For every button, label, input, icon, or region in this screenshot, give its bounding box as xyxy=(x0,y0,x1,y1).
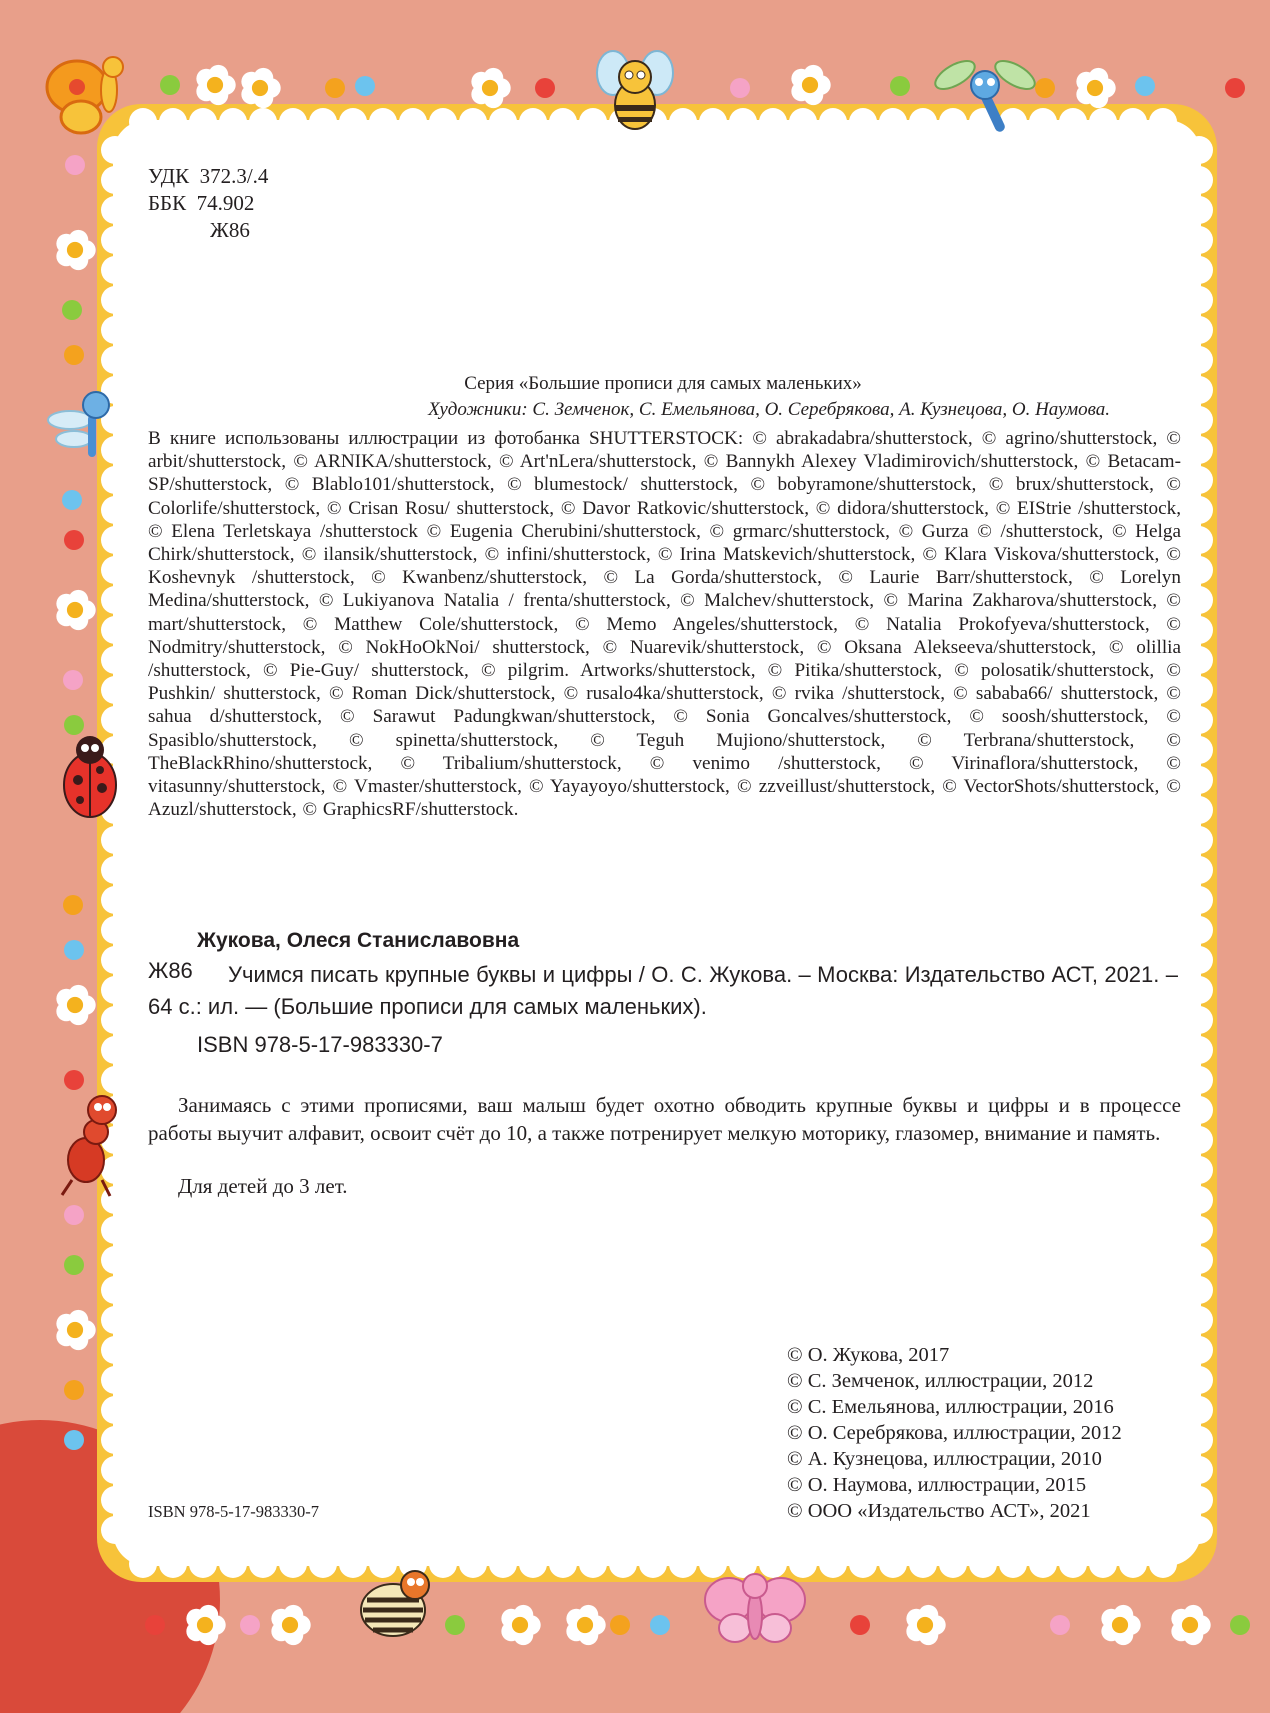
dot-icon xyxy=(890,76,910,96)
dot-icon xyxy=(63,670,83,690)
flower-icon xyxy=(1101,1605,1140,1645)
flower-icon xyxy=(1076,68,1115,108)
dot-icon xyxy=(64,1430,84,1450)
artists-line: Художники: С. Земченок, С. Емельянова, О. Серебрякова, А. Кузнецова, О. Наумова. xyxy=(428,399,1110,420)
flower-icon xyxy=(56,230,95,270)
ladybug-icon xyxy=(64,736,116,817)
flower-icon xyxy=(906,1605,945,1645)
dot-icon xyxy=(65,155,85,175)
dot-icon xyxy=(145,1615,165,1635)
dot-icon xyxy=(1230,1615,1250,1635)
book-annotation: Занимаясь с этими прописями, ваш малыш будет охотно обводить крупные буквы и цифры и в процессе работы выучит алфавит, освоит счёт до 10, а также потренирует мелкую моторику, глазомер, внимание и память. xyxy=(148,1093,1181,1145)
dot-icon xyxy=(62,490,82,510)
dot-icon xyxy=(64,715,84,735)
dot-icon xyxy=(64,1380,84,1400)
bibliography-description: Учимся писать крупные буквы и цифры / О. С. Жукова. – Москва: Издательство АСТ, 2021. – 64 с.: ил. — (Большие прописи для самых маленьких). xyxy=(148,962,1178,1019)
flower-icon xyxy=(186,1605,225,1645)
dot-icon xyxy=(1225,78,1245,98)
image-credits: В книге использованы иллюстрации из фотобанка SHUTTERSTOCK: © abrakadabra/shutterstock, © agrino/shutterstock, © arbit/shutterstock, © ARNIKA/shutterstock, © Art'nLera/shutterstock, © Bannykh Alexey Vladimirovich/shutterstock, © Betacam-SP/shutterstock, © Blablo101/shutterstock, © blumestock/ shutterstock, © bobyramone/shutterstock, © brux/shutterstock, © Colorlife/shutterstock, © Crisan Rosu/ shutterstock, © Davor Ratkovic/shutterstock, © didora/shutterstock, © EIStrie /shutterstock, © Elena Terletskaya /shutterstock © Eugenia Cherubini/shutterstock, © grmarc/shutterstock, © Gurza © /shutterstock, © Helga Chirk/shutterstock, © ilansik/shutterstock, © infini/shutterstock, © Irina Matskevich/shutterstock, © Klara Viskova/shutterstock, © Koshevnyk /shutterstock, © Kwanbenz/shutterstock, © La Gorda/shutterstock, © Laurie Barr/shutterstock, © Lorelyn Medina/shutterstock, © Lukiyanova Natalia / frenta/shutterstock, © Malchev/shutterstock, © Marina Zakharova/shutterstock, © mart/shutterstock, © Matthew Cole/shutterstock, © Memo Angeles/shutterstock, © Natalia Prokofyeva/shutterstock, © Nodmitry/shutterstock, © NokHoOkNoi/ shutterstock, © Nuarevik/shutterstock, © Oksana Alekseeva/shutterstock, © olillia /shutterstock, © Pie-Guy/ shutterstock, © pilgrim. Artworks/shutterstock, © Pitika/shutterstock, © polosatik/shutterstock, © Pushkin/ shutterstock, © Roman Dick/shutterstock, © rusalo4ka/shutterstock, © rvika /shutterstock, © sababa66/ shutterstock, © sahua d/shutterstock, © Sarawut Padungkwan/shutterstock, © Sonia Goncalves/shutterstock, © soosh/shutterstock, © Spasiblo/shutterstock, © spinetta/shutterstock, © Teguh Mujiono/shutterstock, © Terbrana/shutterstock, © TheBlackRhino/shutterstock, © Tribalium/shutterstock, © venimo /shutterstock, © Virinaflora/shutterstock, © vitasunny/shutterstock, © Vmaster/shutterstock, © Yayayoyo/shutterstock, © zzveillust/shutterstock, © VectorShots/shutterstock, © Azuzl/shutterstock, © GraphicsRF/shutterstock. xyxy=(148,428,1181,821)
beetle-icon xyxy=(361,1571,429,1636)
dot-icon xyxy=(240,1615,260,1635)
dot-icon xyxy=(355,76,375,96)
flower-icon xyxy=(501,1605,540,1645)
dot-icon xyxy=(730,78,750,98)
dot-icon xyxy=(1135,76,1155,96)
author-mark: Ж86 xyxy=(210,218,250,242)
dot-icon xyxy=(535,78,555,98)
copyright-line: © ООО «Издательство АСТ», 2021 xyxy=(787,1500,1091,1522)
dot-icon xyxy=(1050,1615,1070,1635)
flower-icon xyxy=(196,65,235,105)
bibliography-code: Ж86 xyxy=(148,958,193,983)
copyright-line: © А. Кузнецова, иллюстрации, 2010 xyxy=(787,1448,1102,1470)
dragonfly-icon xyxy=(931,55,1039,133)
copyright-line: © О. Наумова, иллюстрации, 2015 xyxy=(787,1474,1087,1496)
dot-icon xyxy=(610,1615,630,1635)
flower-icon xyxy=(566,1605,605,1645)
dot-icon xyxy=(64,1205,84,1225)
bbk-code: ББК 74.902 xyxy=(148,191,255,215)
dot-icon xyxy=(445,1615,465,1635)
butterfly-icon xyxy=(47,57,123,133)
bibliography-isbn: ISBN 978-5-17-983330-7 xyxy=(197,1032,443,1057)
copyright-line: © С. Земченок, иллюстрации, 2012 xyxy=(787,1370,1094,1392)
butterfly-icon xyxy=(705,1574,805,1642)
age-recommendation: Для детей до 3 лет. xyxy=(178,1174,348,1198)
dot-icon xyxy=(850,1615,870,1635)
classification-codes xyxy=(148,163,268,244)
dot-icon xyxy=(160,75,180,95)
bibliography-author: Жукова, Олеся Станиславовна xyxy=(197,929,520,952)
flower-icon xyxy=(56,985,95,1025)
flower-icon xyxy=(56,1310,95,1350)
udk-code: УДК 372.3/.4 xyxy=(148,164,269,188)
footer-isbn: ISBN 978-5-17-983330-7 xyxy=(148,1502,319,1521)
dot-icon xyxy=(1035,78,1055,98)
dot-icon xyxy=(64,940,84,960)
dot-icon xyxy=(64,1070,84,1090)
dot-icon xyxy=(62,300,82,320)
dot-icon xyxy=(64,345,84,365)
flower-icon xyxy=(1171,1605,1210,1645)
series-title: Серия «Большие прописи для самых маленьких» xyxy=(464,373,862,394)
dragonfly-icon xyxy=(48,392,109,457)
bee-icon xyxy=(597,51,673,129)
flower-icon xyxy=(471,68,510,108)
flower-icon xyxy=(271,1605,310,1645)
dot-icon xyxy=(325,78,345,98)
dot-icon xyxy=(64,1255,84,1275)
flower-icon xyxy=(791,65,830,105)
dot-icon xyxy=(63,895,83,915)
copyright-line: © О. Серебрякова, иллюстрации, 2012 xyxy=(787,1422,1122,1444)
dot-icon xyxy=(64,530,84,550)
flower-icon xyxy=(56,590,95,630)
copyright-list xyxy=(787,1342,1122,1524)
copyright-line: © О. Жукова, 2017 xyxy=(787,1344,950,1366)
flower-icon xyxy=(241,68,280,108)
dot-icon xyxy=(650,1615,670,1635)
ant-icon xyxy=(62,1096,116,1196)
copyright-line: © С. Емельянова, иллюстрации, 2016 xyxy=(787,1396,1114,1418)
